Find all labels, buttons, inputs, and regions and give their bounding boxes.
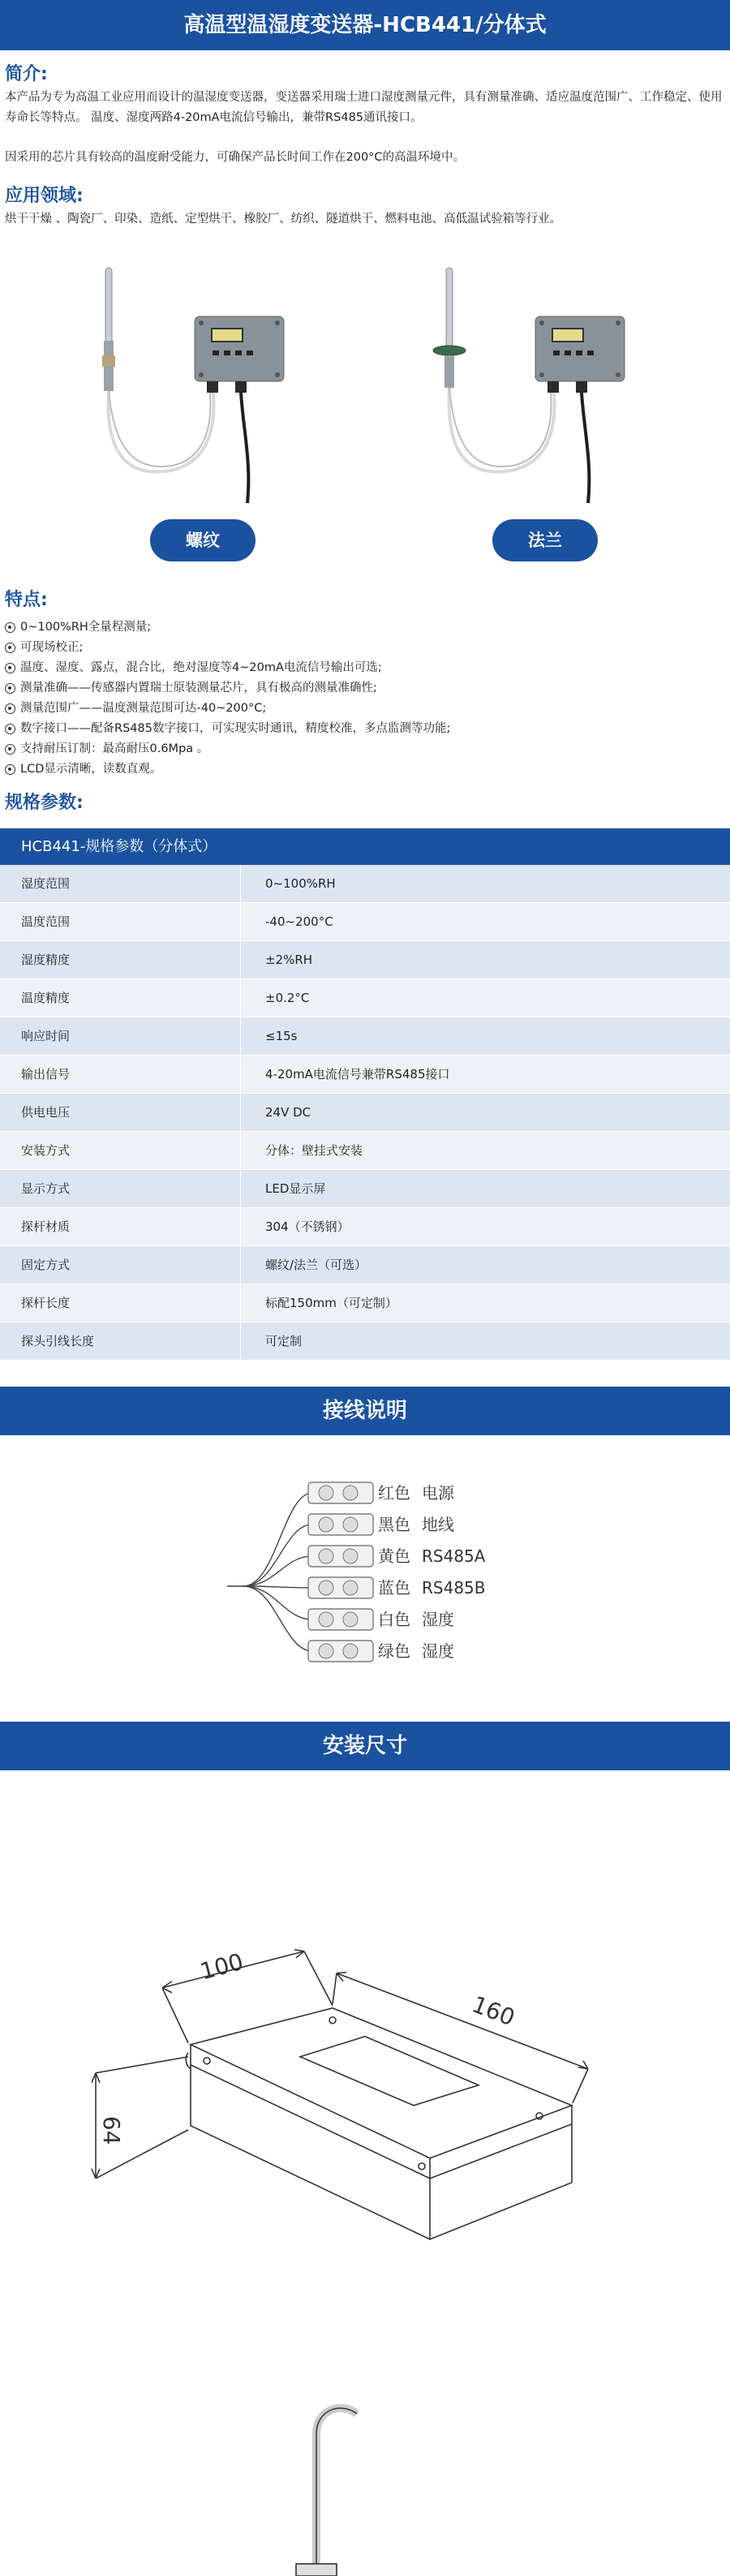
application-text: 烘干干燥 、陶瓷厂、印染、造纸、定型烘干、橡胶厂、纺织、隧道烘干、燃料电池、高低温试验箱等行业。 bbox=[5, 213, 562, 226]
wire-function-label: 地线 bbox=[422, 1515, 454, 1534]
dimension-drawing bbox=[0, 1785, 730, 2576]
table-row: 湿度范围 0~100%RH bbox=[0, 865, 730, 903]
product-photo-thread bbox=[73, 260, 316, 519]
dimension-height-label: 64 bbox=[98, 2116, 125, 2145]
table-row: 温度精度 ±0.2°C bbox=[0, 979, 730, 1017]
features-heading: 特点: bbox=[5, 590, 48, 610]
product-label-flange[interactable]: 法兰 bbox=[492, 519, 598, 561]
table-row: 输出信号 4-20mA电流信号兼带RS485接口 bbox=[0, 1056, 730, 1094]
wire-color-label: 白色 bbox=[378, 1610, 410, 1629]
wiring-diagram bbox=[227, 1473, 519, 1700]
bullet-icon bbox=[5, 764, 15, 775]
list-item: 测量范围广——温度测量范围可达-40~200°C; bbox=[5, 699, 725, 719]
wire-function-label: 电源 bbox=[422, 1483, 454, 1503]
wire-color-label: 红色 bbox=[378, 1483, 410, 1503]
wire-function-label: 湿度 bbox=[422, 1641, 454, 1661]
bullet-icon bbox=[5, 724, 15, 734]
application-heading: 应用领域: bbox=[5, 186, 84, 206]
page-title: 高温型温湿度变送器-HCB441/分体式 bbox=[0, 0, 730, 50]
dimension-length-label: 160 bbox=[468, 1990, 519, 2032]
list-item: 数字接口——配备RS485数字接口，可实现实时通讯，精度校准，多点监测等功能; bbox=[5, 719, 725, 739]
wire-color-label: 蓝色 bbox=[378, 1578, 410, 1598]
wire-function-label: 湿度 bbox=[422, 1610, 454, 1629]
bullet-icon bbox=[5, 622, 15, 633]
product-photo-flange bbox=[414, 260, 657, 519]
table-row: 温度范围 -40~200°C bbox=[0, 903, 730, 941]
table-row: 探杆材质 304（不锈钢） bbox=[0, 1208, 730, 1246]
table-row: 固定方式 螺纹/法兰（可选） bbox=[0, 1246, 730, 1284]
dimensions-heading: 安装尺寸 bbox=[0, 1722, 730, 1770]
intro-paragraph-2: 因采用的芯片具有较高的温度耐受能力，可确保产品长时间工作在200°C的高温环境中。 bbox=[5, 151, 466, 164]
list-item: 温度、湿度、露点，混合比，绝对湿度等4~20mA电流信号输出可选; bbox=[5, 658, 725, 678]
spec-table-title: HCB441-规格参数（分体式） bbox=[0, 828, 730, 865]
table-row: 探头引线长度 可定制 bbox=[0, 1322, 730, 1361]
feature-list bbox=[5, 617, 725, 780]
list-item: LCD显示清晰，读数直观。 bbox=[5, 759, 725, 780]
bullet-icon bbox=[5, 683, 15, 694]
intro-heading: 简介: bbox=[5, 64, 48, 84]
list-item: 0~100%RH全量程测量; bbox=[5, 617, 725, 638]
table-row: 供电电压 24V DC bbox=[0, 1094, 730, 1132]
wiring-heading: 接线说明 bbox=[0, 1387, 730, 1435]
product-label-thread[interactable]: 螺纹 bbox=[150, 519, 256, 561]
wire-color-label: 黑色 bbox=[378, 1515, 410, 1534]
bullet-icon bbox=[5, 744, 15, 755]
bullet-icon bbox=[5, 643, 15, 653]
table-row: 探杆长度 标配150mm（可定制） bbox=[0, 1284, 730, 1322]
table-row: 湿度精度 ±2%RH bbox=[0, 941, 730, 979]
intro-paragraph-1: 本产品为专为高温工业应用而设计的温湿度变送器，变送器采用瑞士进口湿度测量元件，具有测量准确、适应温度范围广、工作稳定、使用寿命长等特点。 温度、湿度两路4-20mA电流信号输出，兼带RS485通讯接口。 bbox=[5, 91, 723, 124]
bullet-icon bbox=[5, 663, 15, 673]
list-item: 可现场校正; bbox=[5, 638, 725, 658]
list-item: 测量准确——传感器内置瑞士原装测量芯片，具有极高的测量准确性; bbox=[5, 678, 725, 699]
table-row: 安装方式 分体：壁挂式安装 bbox=[0, 1132, 730, 1170]
bullet-icon bbox=[5, 703, 15, 714]
table-row: 响应时间 ≤15s bbox=[0, 1017, 730, 1056]
specs-heading: 规格参数: bbox=[5, 793, 84, 813]
wire-function-label: RS485A bbox=[422, 1546, 486, 1566]
wire-function-label: RS485B bbox=[422, 1578, 486, 1598]
table-row: 显示方式 LED显示屏 bbox=[0, 1170, 730, 1208]
dimension-width-label: 100 bbox=[197, 1948, 247, 1985]
wire-color-label: 黄色 bbox=[378, 1546, 410, 1566]
wire-color-label: 绿色 bbox=[378, 1641, 410, 1661]
list-item: 支持耐压订制：最高耐压0.6Mpa 。 bbox=[5, 739, 725, 759]
